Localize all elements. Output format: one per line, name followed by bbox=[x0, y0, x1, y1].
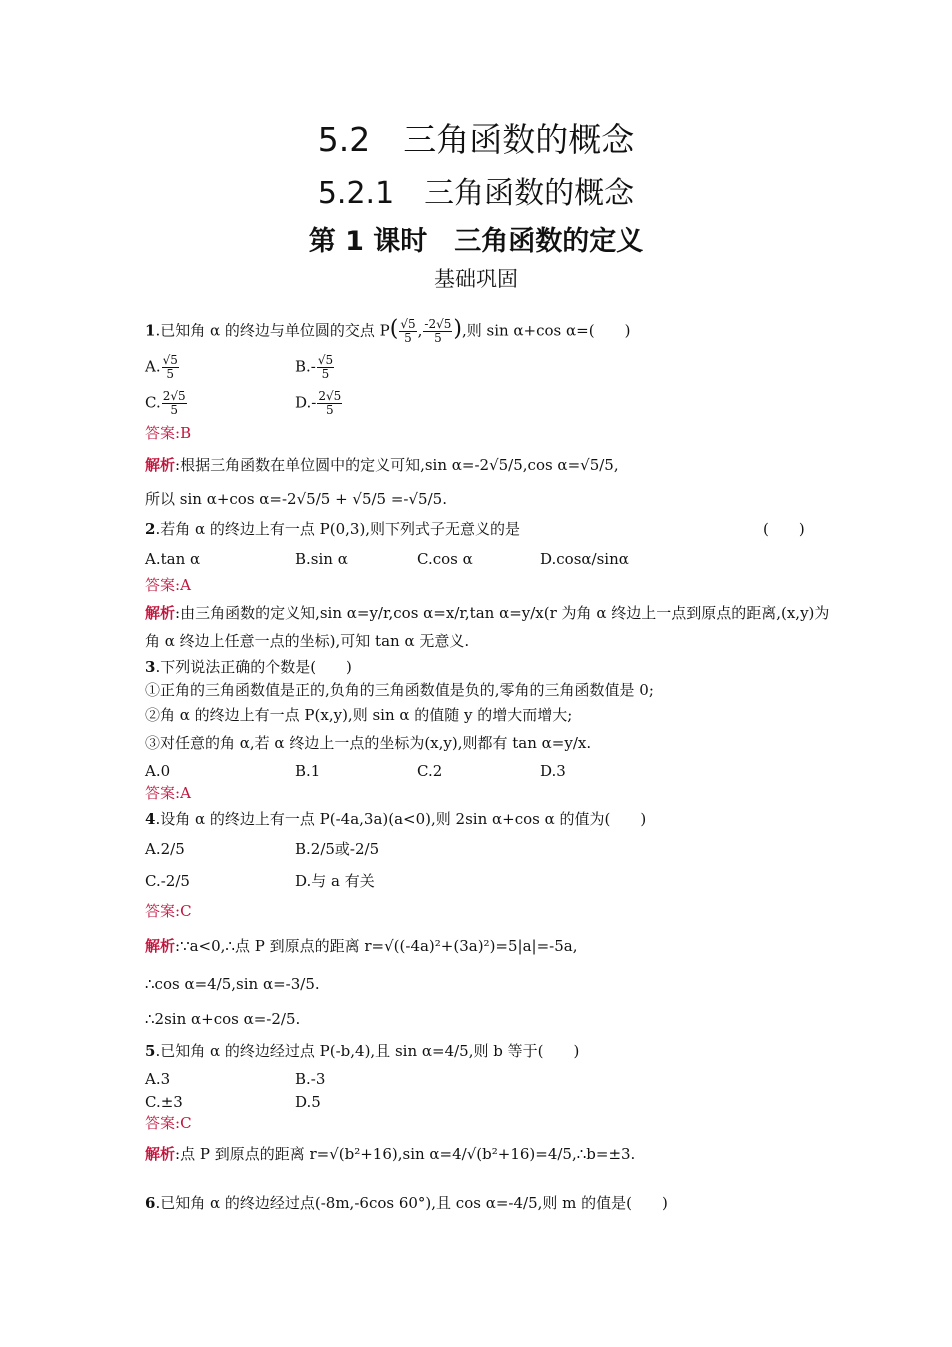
q1-frac-1: $\frac{√5}{5}$ bbox=[400, 317, 416, 345]
q3-option-d: D.3 bbox=[540, 762, 566, 780]
q3-option-a: A.0 bbox=[145, 762, 171, 780]
q1-option-b: B.- $\frac{√5}{5}$ bbox=[295, 353, 334, 381]
q1-solution-line-1: 解析:根据三角函数在单位圆中的定义可知,sin α=-2√5/5,cos α=√5/5, bbox=[145, 456, 619, 474]
q4-option-a: A.2/5 bbox=[145, 840, 185, 858]
q1-frac-2: $\frac{-2√5}{5}$ bbox=[424, 317, 452, 345]
q5-solution-line-1: 解析:点 P 到原点的距离 r=√(b²+16),sin α=4/√(b²+16)=4/5,∴b=±3. bbox=[145, 1145, 636, 1163]
q1-option-d: D.- $\frac{2√5}{5}$ bbox=[295, 389, 342, 417]
q4-solution-line-1: 解析:∵a<0,∴点 P 到原点的距离 r=√((-4a)²+(3a)²)=5|a|=-5a, bbox=[145, 937, 578, 955]
q2-solution-line-2: 角 α 终边上任意一点的坐标),可知 tan α 无意义. bbox=[145, 632, 470, 650]
question-1-number: 1 bbox=[145, 321, 156, 340]
question-2: 2.若角 α 的终边上有一点 P(0,3),则下列式子无意义的是 bbox=[145, 520, 521, 538]
q4-option-d: D.与 a 有关 bbox=[295, 872, 375, 890]
q4-option-b: B.2/5或-2/5 bbox=[295, 840, 380, 858]
q2-option-d: D.cosα/sinα bbox=[540, 550, 629, 568]
q3-statement-2: ②角 α 的终边上有一点 P(x,y),则 sin α 的值随 y 的增大而增大; bbox=[145, 706, 573, 724]
q1-option-c: C. $\frac{2√5}{5}$ bbox=[145, 389, 186, 417]
q5-answer: 答案:C bbox=[145, 1114, 192, 1132]
question-4: 4.设角 α 的终边上有一点 P(-4a,3a)(a<0),则 2sin α+cos α 的值为( ) bbox=[145, 810, 647, 828]
q5-option-b: B.-3 bbox=[295, 1070, 326, 1088]
q1-solution-line-2: 所以 sin α+cos α=-2√5/5 + √5/5 =-√5/5. bbox=[145, 490, 447, 508]
part-title: 基础巩固 bbox=[434, 267, 518, 291]
lesson-title: 第 1 课时 三角函数的定义 bbox=[308, 226, 644, 257]
q3-answer: 答案:A bbox=[145, 784, 191, 802]
q2-answer-paren: ( ) bbox=[763, 520, 805, 538]
q3-statement-3: ③对任意的角 α,若 α 终边上一点的坐标为(x,y),则都有 tan α=y/x. bbox=[145, 734, 592, 752]
q3-option-c: C.2 bbox=[417, 762, 443, 780]
q3-option-b: B.1 bbox=[295, 762, 321, 780]
subsection-title: 5.2.1 三角函数的概念 bbox=[317, 176, 635, 211]
q2-option-a: A.tan α bbox=[145, 550, 201, 568]
q1-option-a: A. $\frac{√5}{5}$ bbox=[145, 353, 178, 381]
q2-option-c: C.cos α bbox=[417, 550, 473, 568]
q5-option-d: D.5 bbox=[295, 1093, 321, 1111]
question-1-text-a: .已知角 α 的终边与单位圆的交点 P bbox=[155, 321, 390, 340]
q2-option-b: B.sin α bbox=[295, 550, 348, 568]
q5-option-a: A.3 bbox=[145, 1070, 171, 1088]
section-title: 5.2 三角函数的概念 bbox=[317, 120, 635, 159]
q3-statement-1: ①正角的三角函数值是正的,负角的三角函数值是负的,零角的三角函数值是 0; bbox=[145, 681, 654, 699]
q4-option-c: C.-2/5 bbox=[145, 872, 190, 890]
q4-solution-line-2: ∴cos α=4/5,sin α=-3/5. bbox=[145, 975, 320, 993]
q5-option-c: C.±3 bbox=[145, 1093, 183, 1111]
q2-solution-line-1: 解析:由三角函数的定义知,sin α=y/r,cos α=x/r,tan α=y/x(r 为角 α 终边上一点到原点的距离,(x,y)为 bbox=[145, 604, 830, 622]
q4-answer: 答案:C bbox=[145, 902, 192, 920]
question-6: 6.已知角 α 的终边经过点(-8m,-6cos 60°),且 cos α=-4/5,则 m 的值是( ) bbox=[145, 1194, 668, 1212]
q1-answer: 答案:B bbox=[145, 424, 192, 442]
question-1-text-b: ,则 sin α+cos α=( ) bbox=[461, 321, 631, 340]
q2-answer: 答案:A bbox=[145, 576, 191, 594]
q4-solution-line-3: ∴2sin α+cos α=-2/5. bbox=[145, 1010, 301, 1028]
question-3: 3.下列说法正确的个数是( ) bbox=[145, 658, 352, 676]
question-1: 1.已知角 α 的终边与单位圆的交点 P( $\frac{√5}{5}$ , $\frac{-2√5}{5}$ ),则 sin α+cos α=( ) bbox=[145, 316, 631, 345]
question-5: 5.已知角 α 的终边经过点 P(-b,4),且 sin α=4/5,则 b 等于( ) bbox=[145, 1042, 580, 1060]
